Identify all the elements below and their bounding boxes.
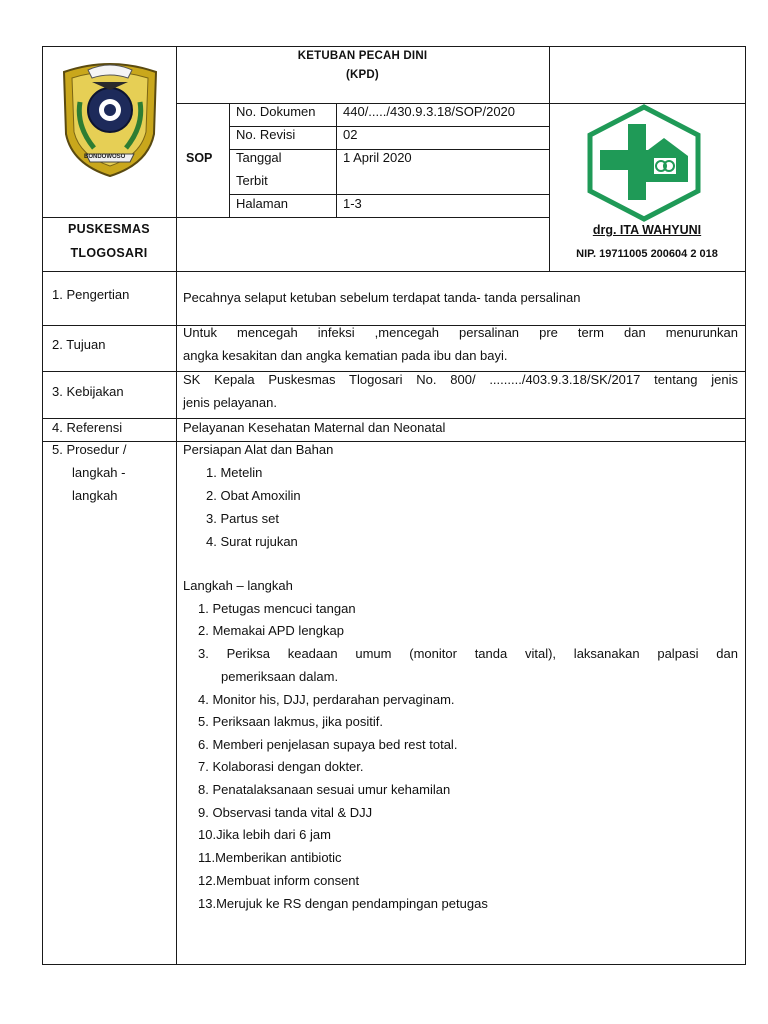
revision-value: 02 [343,127,358,142]
puskesmas-logo [584,104,704,222]
issue-date-label: Tanggal [236,150,282,165]
org-location: TLOGOSARI [70,246,148,260]
step-item: 12.Membuat inform consent [198,873,360,888]
referensi-label: 4. Referensi [52,420,123,435]
row-line-referensi [42,441,746,442]
header-bottom [42,271,746,272]
signer-name: drg. ITA WAHYUNI [592,223,702,237]
revision-label: No. Revisi [236,127,296,142]
logo-banner-text: BONDOWOSO [84,154,126,160]
header-block-bottom [42,217,549,218]
langkah-title: Langkah – langkah [183,578,293,593]
step-item: 3. Periksa keadaan umum (monitor tanda vital), laksanakan palpasi dan [198,646,738,661]
step-item: 11.Memberikan antibiotic [198,850,342,865]
step-item: 4. Monitor his, DJJ, perdarahan pervaginam. [198,692,455,707]
table-border-right [745,46,746,965]
tujuan-text-line2: angka kesakitan dan angka kematian pada ibu dan bayi. [183,348,508,363]
kebijakan-text-line1: SK Kepala Puskesmas Tlogosari No. 800/ ........./403.9.3.18/SK/2017 tentang jenis [183,372,738,387]
persiapan-item: 4. Surat rujukan [206,534,298,549]
prosedur-label-3: langkah [72,488,118,503]
step-item: 9. Observasi tanda vital & DJJ [198,805,373,820]
persiapan-item: 3. Partus set [206,511,279,526]
kebijakan-text-line2: jenis pelayanan. [183,395,277,410]
column-divider [176,46,177,965]
step-item-continuation: pemeriksaan dalam. [221,669,339,684]
document-title: KETUBAN PECAH DINI [297,50,428,62]
prosedur-label-2: langkah - [72,465,126,480]
signer-nip: NIP. 19711005 200604 2 018 [576,248,718,260]
table-border-top [42,46,746,47]
table-border-left [42,46,43,965]
sop-label: SOP [186,151,213,165]
label-value-divider [336,103,337,217]
step-item: 13.Merujuk ke RS dengan pendampingan petugas [198,896,488,911]
pengertian-label: 1. Pengertian [52,287,130,302]
persiapan-title: Persiapan Alat dan Bahan [183,442,334,457]
page-value: 1-3 [343,196,362,211]
org-name: PUSKESMAS [68,222,150,236]
step-item: 5. Periksaan lakmus, jika positif. [198,714,383,729]
document-title-abbrev: (KPD) [346,69,379,81]
issue-date-value: 1 April 2020 [343,150,412,165]
doc-number-value: 440/...../430.9.3.18/SOP/2020 [343,104,516,119]
kebijakan-label: 3. Kebijakan [52,384,124,399]
table-border-bottom [42,964,746,965]
sop-divider [229,103,230,217]
step-item: 1. Petugas mencuci tangan [198,601,356,616]
row-line-kebijakan [42,418,746,419]
bondowoso-crest-logo [58,56,162,180]
doc-number-label: No. Dokumen [236,104,316,119]
step-item: 10.Jika lebih dari 6 jam [198,827,331,842]
page-label: Halaman [236,196,289,211]
tujuan-text-line1: Untuk mencegah infeksi ,mencegah persalinan pre term dan menurunkan [183,325,738,340]
persiapan-item: 2. Obat Amoxilin [206,488,301,503]
step-item: 8. Penatalaksanaan sesuai umur kehamilan [198,782,451,797]
step-item: 7. Kolaborasi dengan dokter. [198,759,364,774]
step-item: 2. Memakai APD lengkap [198,623,344,638]
pengertian-text: Pecahnya selaput ketuban sebelum terdapat tanda- tanda persalinan [183,290,581,305]
prosedur-label: 5. Prosedur / [52,442,127,457]
tujuan-label: 2. Tujuan [52,337,106,352]
persiapan-item: 1. Metelin [206,465,263,480]
issue-date-label-2: Terbit [236,173,268,188]
row-divider-3 [229,194,549,195]
referensi-text: Pelayanan Kesehatan Maternal dan Neonatal [183,420,446,435]
step-item: 6. Memberi penjelasan supaya bed rest total. [198,737,458,752]
